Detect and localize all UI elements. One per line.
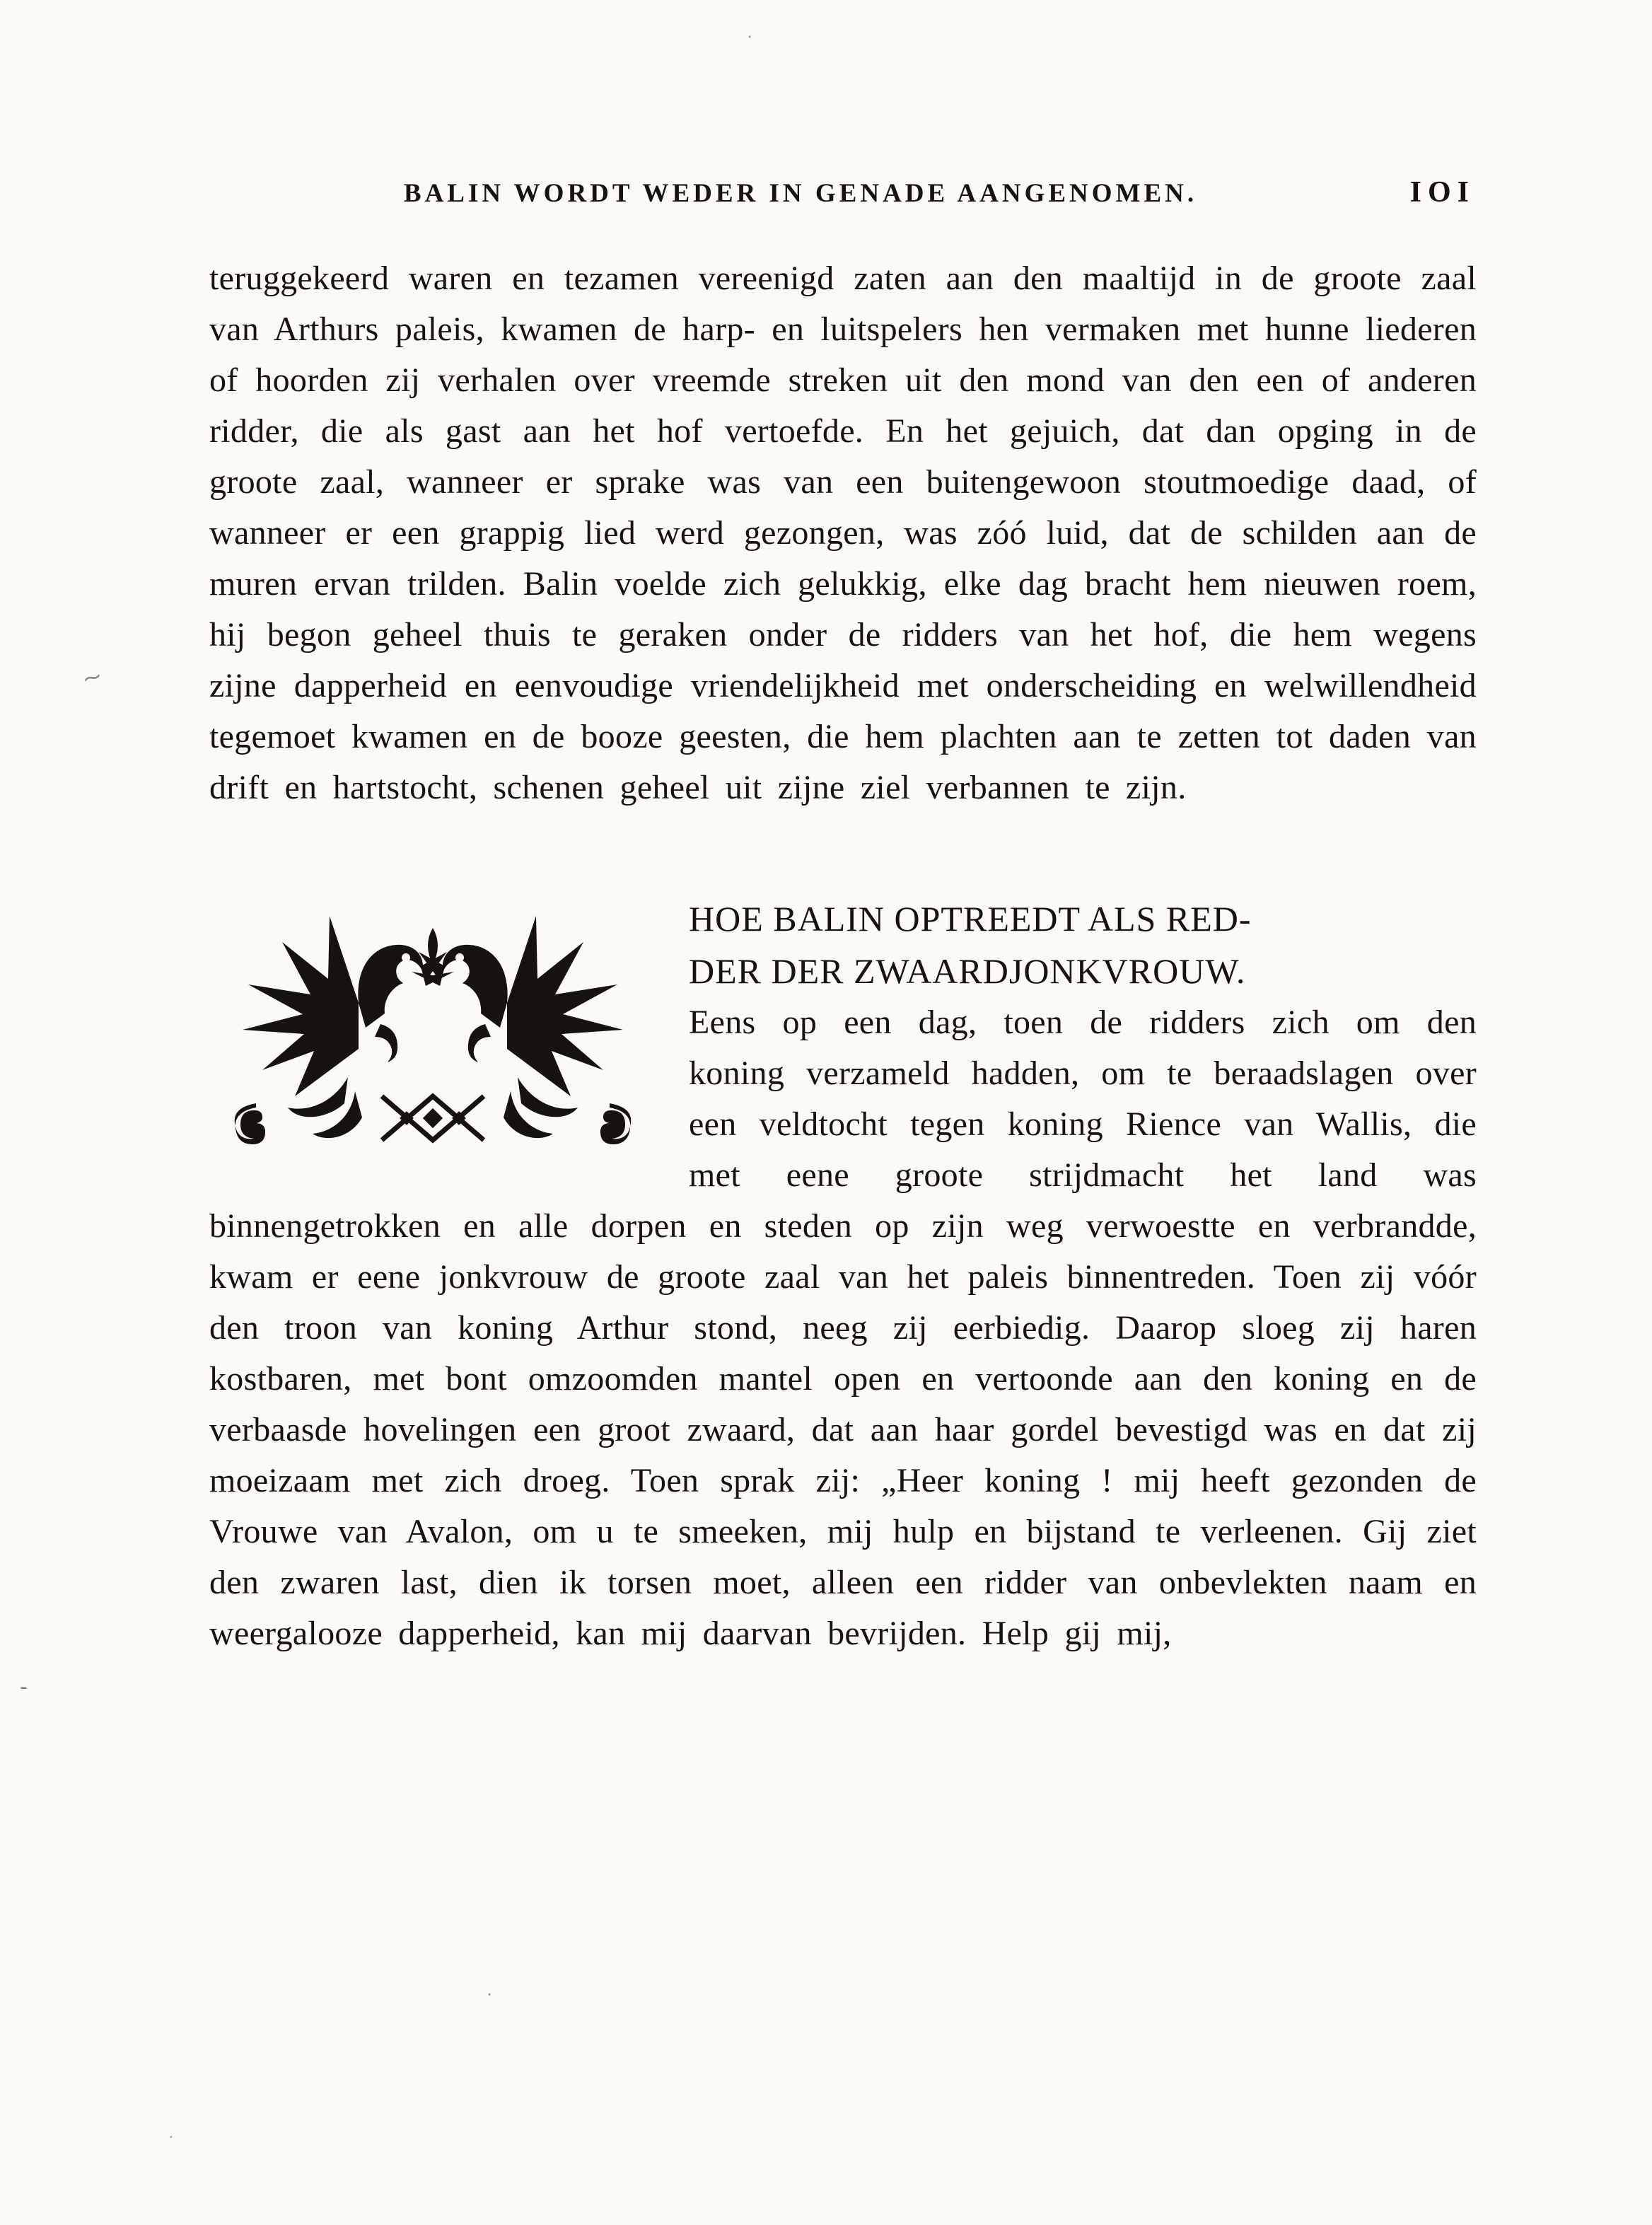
scan-artifact: · <box>487 1985 493 2006</box>
dragon-ornament-illustration <box>214 897 652 1160</box>
running-title: BALIN WORDT WEDER IN GENADE AANGENOMEN. <box>403 179 1198 208</box>
page-number: IOI <box>1409 176 1475 209</box>
scan-artifact: - <box>20 1675 28 1700</box>
scan-artifact: ~ <box>78 661 105 694</box>
chapter-heading-line: HOE BALIN OPTREEDT ALS RED- <box>689 899 1252 939</box>
chapter-section <box>209 893 1477 1659</box>
paragraph-continuation: teruggekeerd waren en tezamen vereenigd zaten aan den maaltijd in de groote zaal van Arthurs paleis, kwamen de harp- en luitspelers hen vermaken met hunne liederen of hoorden zij verhalen over vreemde streken uit den mond van den een of anderen ridder, die als gast aan het hof vertoefde. En het gejuich, dat dan opging in de groote zaal, wanneer er sprake was van een buitengewoon stoutmoedige daad, of wanneer er een grappig lied werd gezongen, was zóó luid, dat de schilden aan de muren ervan trilden. Balin voelde zich gelukkig, elke dag bracht hem nieuwen roem, hij begon geheel thuis te geraken onder de ridders van het hof, die hem wegens zijne dapperheid en eenvoudige vriendelijkheid met onderscheiding en welwillendheid tegemoet kwamen en de booze geesten, die hem plachten aan te zetten tot daden van drift en hartstocht, schenen geheel uit zijne ziel verbannen te zijn. <box>209 260 1477 806</box>
text-block <box>209 178 1477 1659</box>
chapter-opening-paragraph: Eens op een dag, toen de ridders zich om den koning verzameld hadden, om te beraadslagen over een veldtocht tegen koning Rience van Wallis, die met eene groote strijdmacht het land was binnengetrokken en alle dorpen en steden op zijn weg verwoestte en verbrandde, kwam er eene jonkvrouw de groote zaal van het paleis binnentreden. Toen zij vóór den troon van koning Arthur stond, neeg zij eerbiedig. Daarop sloeg zij haren kostbaren, met bont omzoomden mantel open en vertoonde aan den koning en de verbaasde hovelingen een groot zwaard, dat aan haar gordel bevestigd was en dat zij moeizaam met zich droeg. Toen sprak zij: „Heer koning ! mij heeft gezonden de Vrouwe van Avalon, om u te smeeken, mij hulp en bijstand te verleenen. Gij ziet den zwaren last, dien ik torsen moet, alleen een ridder van onbevlekten naam en weergalooze dapperheid, kan mij daarvan bevrijden. Help gij mij, <box>209 1004 1477 1652</box>
scan-artifact: · <box>168 2127 174 2147</box>
page-header <box>209 178 1477 223</box>
chapter-heading-line: DER DER ZWAARDJONKVROUW. <box>689 951 1246 991</box>
scan-artifact: · <box>747 27 753 48</box>
confronted-dragons-icon <box>214 897 652 1160</box>
